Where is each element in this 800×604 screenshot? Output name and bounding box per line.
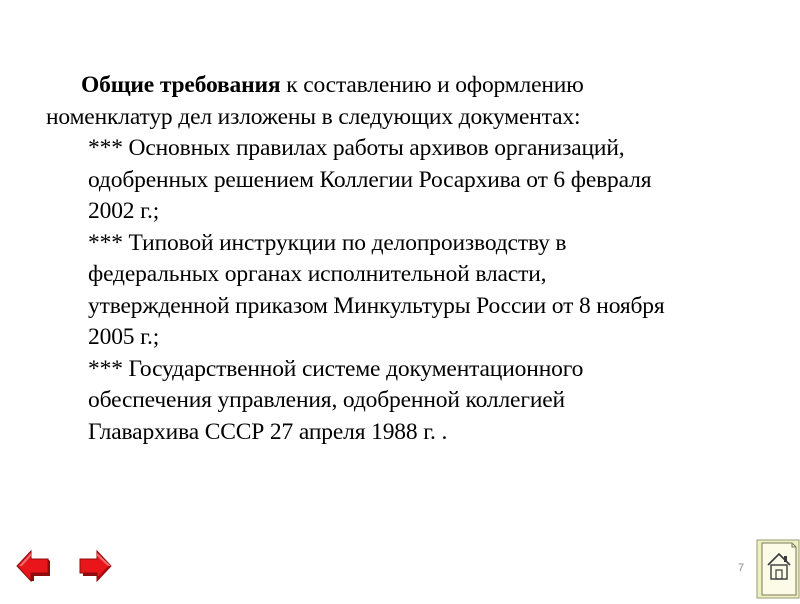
prev-slide-button[interactable]	[16, 548, 50, 584]
document-item-line: обеспечения управления, одобренной коллегией	[88, 387, 565, 413]
document-item-line: Главархива СССР 27 апреля 1988 г. .	[88, 418, 448, 445]
arrow-left-icon	[16, 548, 50, 584]
document-item-3	[46, 354, 766, 449]
document-item-1	[46, 133, 766, 228]
document-item-line: 2002 г.;	[88, 198, 160, 224]
document-item-line: *** Основных правилах работы архивов организаций,	[88, 135, 625, 161]
document-item-line: утвержденной приказом Минкультуры России от 8 ноября	[88, 292, 665, 319]
document-item-line: 2005 г.;	[88, 324, 160, 350]
document-item-line: *** Государственной системе документационного	[88, 355, 584, 382]
document-item-line: *** Типовой инструкции по делопроизводству в	[88, 229, 567, 256]
intro-rest: к составлению и оформлению	[280, 72, 584, 98]
home-button[interactable]	[756, 539, 800, 599]
document-item-line: федеральных органах исполнительной власти,	[88, 261, 547, 287]
document-item-2	[46, 228, 766, 354]
intro-first-line	[46, 70, 766, 102]
home-icon	[756, 539, 800, 599]
slide-page-number: 7	[738, 562, 745, 574]
arrow-right-icon	[78, 548, 112, 584]
next-slide-button[interactable]	[78, 548, 112, 584]
slide-body	[46, 70, 766, 448]
intro-second-line: номенклатур дел изложены в следующих документах:	[46, 103, 581, 130]
document-item-line: одобренных решением Коллегии Росархива от 6 февраля	[88, 166, 652, 193]
intro-bold-heading: Общие требования	[81, 72, 281, 98]
intro-paragraph	[46, 70, 766, 133]
